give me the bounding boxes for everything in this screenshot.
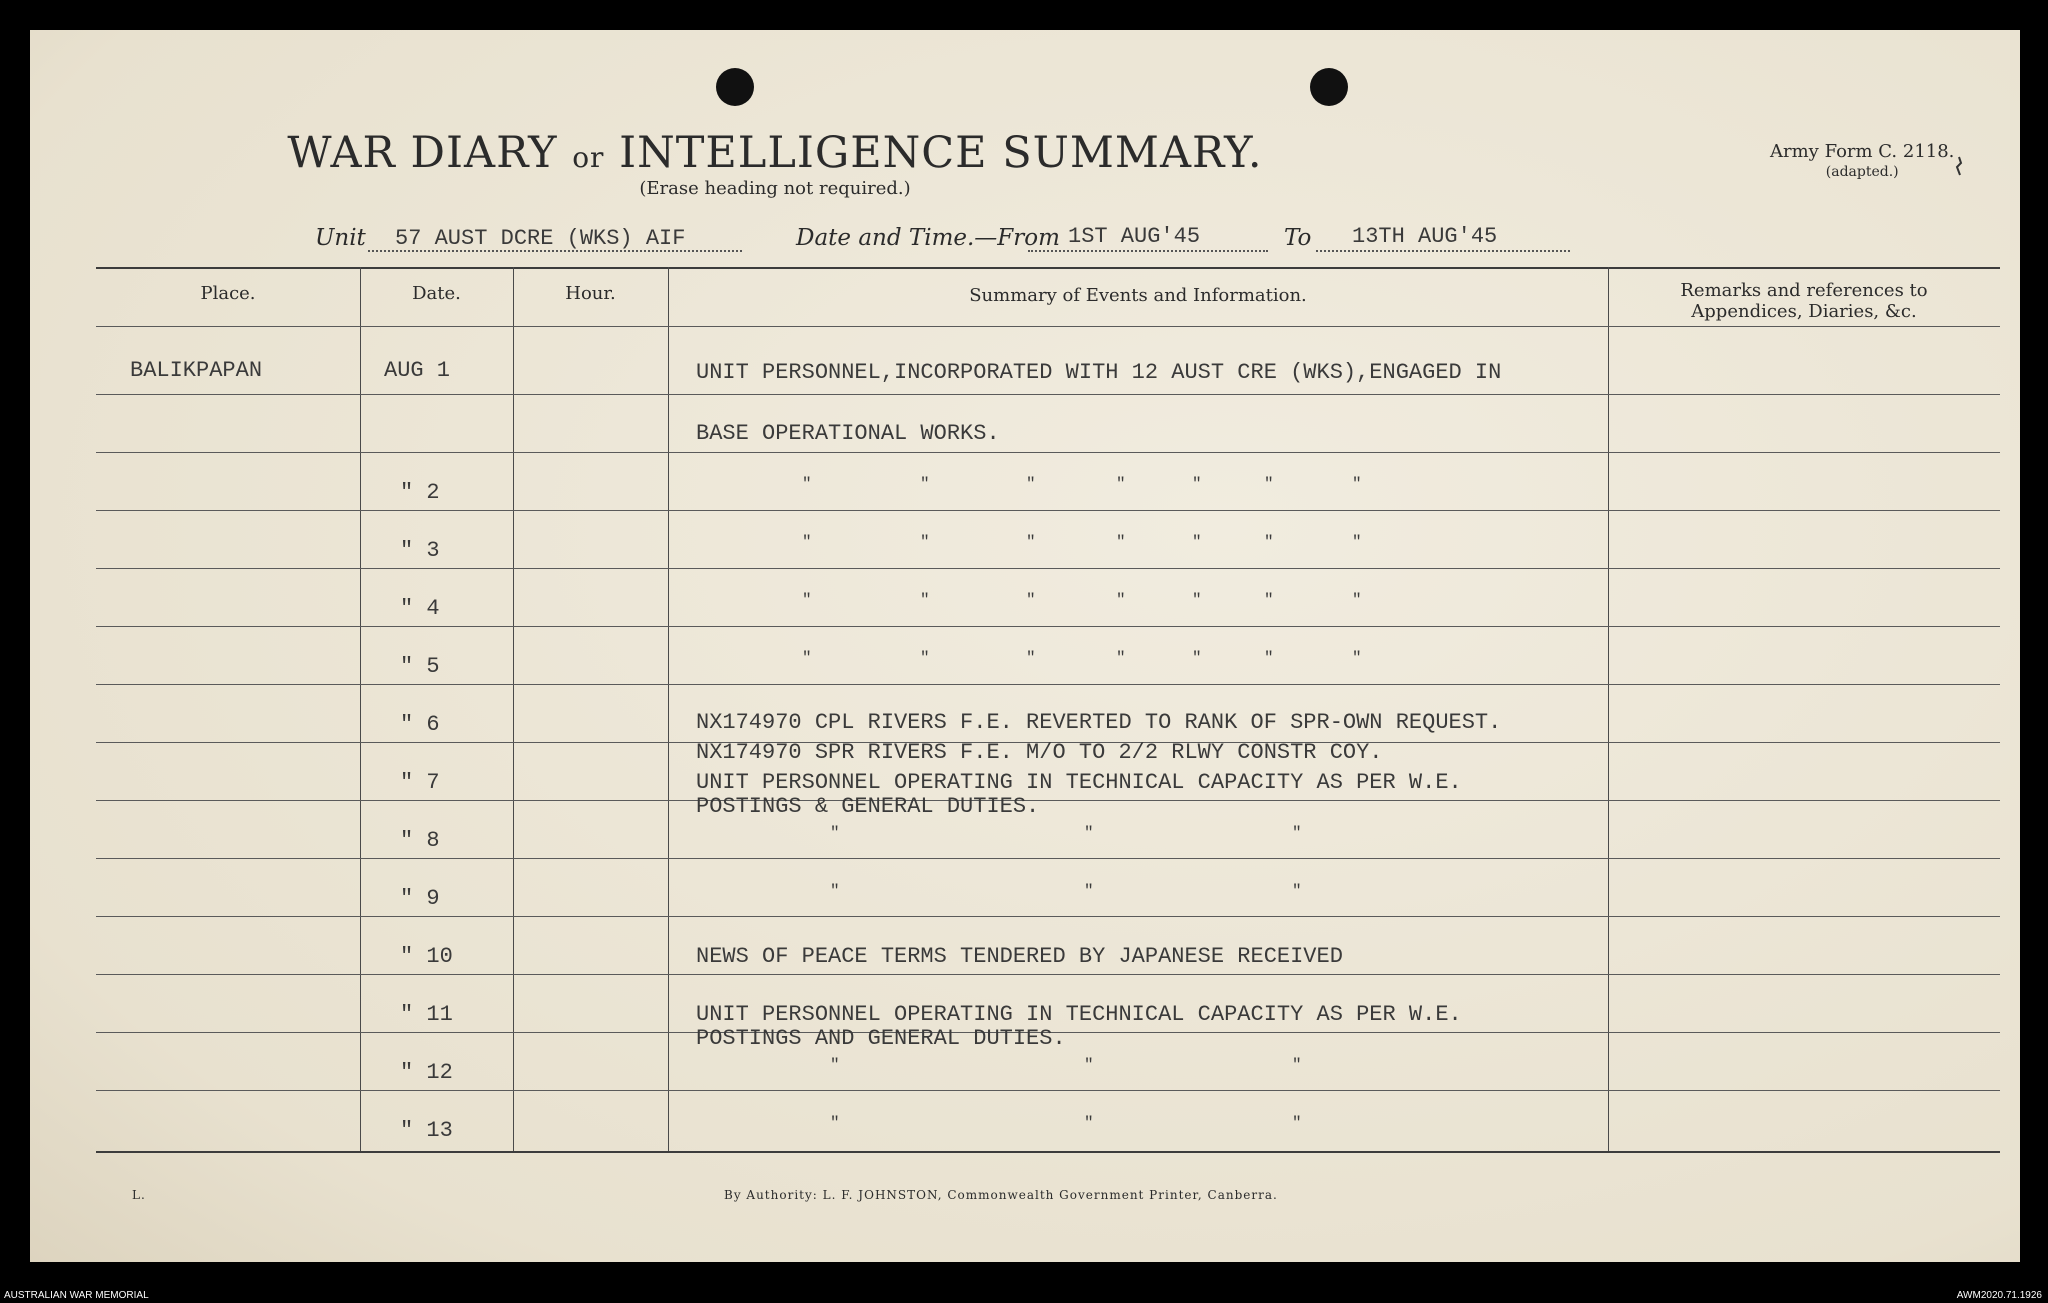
ditto-mark: ": [1192, 533, 1202, 551]
date-cell: " 7: [400, 770, 440, 795]
ink-mark-icon: [1950, 155, 1968, 177]
ditto-mark: ": [1192, 649, 1202, 667]
ditto-mark: ": [1264, 649, 1274, 667]
ditto-mark: ": [1116, 475, 1126, 493]
column-divider: [513, 267, 514, 1151]
document-title: [30, 128, 1520, 178]
row-rule: [96, 1090, 2000, 1091]
ditto-mark: ": [1084, 882, 1094, 900]
to-value: 13TH AUG'45: [1352, 224, 1498, 249]
row-rule: [96, 858, 2000, 859]
ditto-mark: ": [1084, 824, 1094, 842]
ditto-mark: ": [1292, 824, 1302, 842]
army-form-adapted: (adapted.): [1825, 164, 1899, 180]
row-rule: [96, 626, 2000, 627]
unit-label: Unit: [315, 225, 366, 251]
date-cell: " 12: [400, 1060, 453, 1085]
ditto-mark: ": [1116, 591, 1126, 609]
summary-entry: NX174970 CPL RIVERS F.E. REVERTED TO RANK OF SPR-OWN REQUEST.: [696, 710, 1502, 735]
ditto-mark: ": [830, 882, 840, 900]
ditto-mark: ": [802, 533, 812, 551]
header-date: Date.: [412, 283, 461, 304]
from-value: 1ST AUG'45: [1068, 224, 1201, 249]
footer-authority: By Authority: L. F. JOHNSTON, Commonwealth Government Printer, Canberra.: [724, 1188, 1278, 1202]
date-cell: " 11: [400, 1002, 453, 1027]
summary-entry: BASE OPERATIONAL WORKS.: [696, 421, 1000, 446]
date-cell: " 8: [400, 828, 440, 853]
document-subtitle: (Erase heading not required.): [639, 178, 911, 199]
date-cell: " 4: [400, 596, 440, 621]
header-remarks-line1: Remarks and references to: [1680, 280, 1928, 301]
summary-entry: NEWS OF PEACE TERMS TENDERED BY JAPANESE RECEIVED: [696, 944, 1343, 969]
ditto-mark: ": [802, 475, 812, 493]
table-top-rule: [96, 267, 2000, 269]
ditto-mark: ": [1026, 475, 1036, 493]
ditto-mark: ": [920, 649, 930, 667]
ditto-mark: ": [1352, 591, 1362, 609]
row-rule: [96, 510, 2000, 511]
row-rule: [96, 452, 2000, 453]
ditto-mark: ": [1352, 649, 1362, 667]
ditto-mark: ": [802, 591, 812, 609]
ditto-mark: ": [920, 591, 930, 609]
ditto-mark: ": [830, 1056, 840, 1074]
unit-value: 57 AUST DCRE (WKS) AIF: [395, 226, 686, 251]
header-bottom-rule: [96, 326, 2000, 327]
footer-left-mark: L.: [132, 1188, 146, 1202]
summary-entry: NX174970 SPR RIVERS F.E. M/O TO 2/2 RLWY CONSTR COY.: [696, 740, 1383, 765]
ditto-mark: ": [802, 649, 812, 667]
archive-id: AWM2020.71.1926: [1956, 1290, 2042, 1301]
row-rule: [96, 568, 2000, 569]
header-summary: Summary of Events and Information.: [969, 285, 1307, 306]
ditto-mark: ": [830, 1114, 840, 1132]
date-cell: " 13: [400, 1118, 453, 1143]
title-part1: WAR DIARY: [287, 128, 558, 178]
header-remarks-line2: Appendices, Diaries, &c.: [1691, 301, 1917, 322]
summary-entry: UNIT PERSONNEL OPERATING IN TECHNICAL CAPACITY AS PER W.E.: [696, 1002, 1462, 1027]
ditto-mark: ": [1116, 649, 1126, 667]
date-cell: " 5: [400, 654, 440, 679]
date-time-label: Date and Time.—From: [796, 225, 1060, 251]
ditto-mark: ": [1026, 533, 1036, 551]
ditto-mark: ": [1026, 649, 1036, 667]
row-rule: [96, 974, 2000, 975]
row-rule: [96, 684, 2000, 685]
ditto-mark: ": [830, 824, 840, 842]
ditto-mark: ": [1292, 882, 1302, 900]
title-part2: INTELLIGENCE SUMMARY.: [619, 128, 1263, 178]
header-hour: Hour.: [565, 283, 616, 304]
row-rule: [96, 394, 2000, 395]
title-or: or: [572, 141, 605, 174]
ditto-mark: ": [1026, 591, 1036, 609]
header-remarks: [1608, 280, 2000, 322]
summary-entry: POSTINGS & GENERAL DUTIES.: [696, 794, 1040, 819]
column-divider: [1608, 267, 1609, 1151]
to-dotted-line: [1316, 250, 1570, 252]
ditto-mark: ": [920, 475, 930, 493]
punch-hole: [716, 68, 754, 106]
ditto-mark: ": [1264, 533, 1274, 551]
army-form-number: Army Form C. 2118.: [1770, 141, 1955, 162]
ditto-mark: ": [1116, 533, 1126, 551]
column-divider: [668, 267, 669, 1151]
document-page: [30, 30, 2020, 1262]
army-form-reference: [1770, 142, 1954, 182]
date-cell: " 9: [400, 886, 440, 911]
ditto-mark: ": [1292, 1056, 1302, 1074]
date-cell: " 3: [400, 538, 440, 563]
ditto-mark: ": [920, 533, 930, 551]
ditto-mark: ": [1084, 1056, 1094, 1074]
summary-entry: UNIT PERSONNEL,INCORPORATED WITH 12 AUST CRE (WKS),ENGAGED IN: [696, 360, 1502, 385]
date-cell: " 6: [400, 712, 440, 737]
row-rule: [96, 916, 2000, 917]
ditto-mark: ": [1192, 591, 1202, 609]
punch-hole: [1310, 68, 1348, 106]
summary-entry: POSTINGS AND GENERAL DUTIES.: [696, 1026, 1066, 1051]
ditto-mark: ": [1084, 1114, 1094, 1132]
date-cell: AUG 1: [384, 358, 451, 383]
row-rule: [96, 800, 2000, 801]
ditto-mark: ": [1264, 591, 1274, 609]
ditto-mark: ": [1264, 475, 1274, 493]
place-cell: BALIKPAPAN: [130, 358, 263, 383]
header-place: Place.: [200, 283, 256, 304]
date-cell: " 2: [400, 480, 440, 505]
ditto-mark: ": [1292, 1114, 1302, 1132]
ditto-mark: ": [1352, 533, 1362, 551]
summary-entry: UNIT PERSONNEL OPERATING IN TECHNICAL CAPACITY AS PER W.E.: [696, 770, 1462, 795]
ditto-mark: ": [1352, 475, 1362, 493]
to-label: To: [1284, 225, 1312, 251]
ditto-mark: ": [1192, 475, 1202, 493]
archive-credit: AUSTRALIAN WAR MEMORIAL: [4, 1290, 149, 1301]
date-cell: " 10: [400, 944, 453, 969]
from-dotted-line: [1028, 250, 1268, 252]
table-bottom-rule: [96, 1151, 2000, 1153]
column-divider: [360, 267, 361, 1151]
